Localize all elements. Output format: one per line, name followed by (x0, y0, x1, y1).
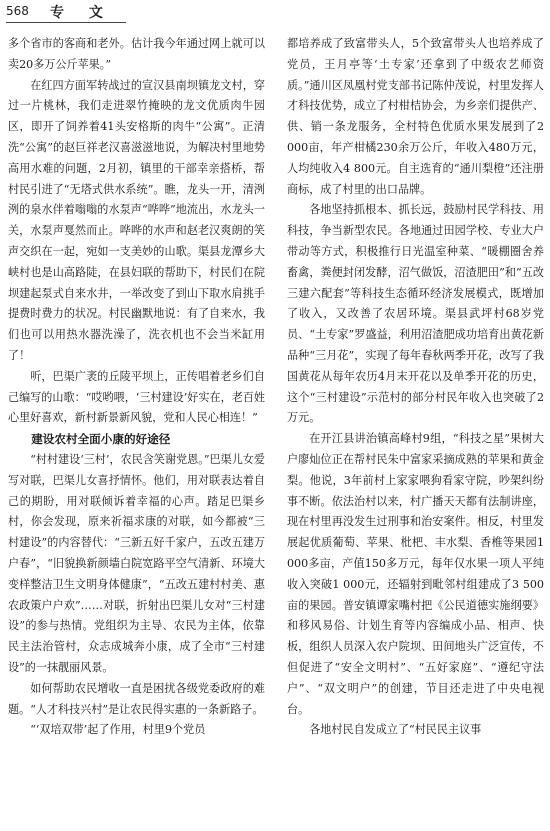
section-title: 专 文 (50, 5, 113, 21)
paragraph: “‘双培双带’起了作用，村里9个党员 (30, 723, 206, 737)
paragraph: 在开江县讲治镇高峰村9组，“科技之星”果树大户廖灿位正在帮村民朱中富家采摘成熟的苹果和黄金梨。他说，3年前村上家家喂狗看家守院，吵架纠纷事不断。依法治村以来，村广播天天都有法制讲座，现在村里再没发生过刑事和治安案件。相反，村里发展起优质葡萄、苹果、枇杷、丰水梨、香椎等果园1 000多亩，产值150多万元，每年仅水果一项人平纯收入突破1 000元，还辐射到毗邻村组建成了3 500亩的果园。普安镇谭家嘴村把《公民道德实施纲要》和移风易俗、计划生育等内容编成小品、相声、快板，组织人员深入农户院坝、田间地头广泛宣传，不但促进了“安全文明村”、“五好家庭”、“遵纪守法户”、“双文明户”的创建，节目还走进了中央电视台。 (287, 432, 544, 716)
left-column (8, 34, 265, 828)
paragraph: 各地村民自发成立了“村民民主议事 (309, 723, 482, 737)
section-heading: 建设农村全面小康的好途径 (31, 432, 171, 447)
page-number: 568 (6, 4, 29, 18)
paragraph: “村村建设‘三村’，农民含笑谢党恩。”巴渠儿女爱写对联，巴渠儿女喜抒情怀。他们，用对联表达着自己的期盼，用对联倾诉着幸福的心声。踏足巴渠乡村，你会发现，原来祈福求康的对联，如今都被“三村建设”的内容替代：“三新五好千家户，五改五建万户春”，“旧貌换新颜墙白院宽路平空气清新、环境大变样整洁卫生文明身体健康”，“五改五建村村美、惠农政策户户欢”……对联，折射出巴渠儿女对“三村建设”的参与热情。党组织为主导、农民为主体，依靠民主法治管村，众志成城奔小康，成了全市“三村建设”的一抹靓丽风景。 (8, 452, 265, 674)
paragraph: 都培养成了致富带头人，5个致富带头人也培养成了党员，王月亭等‘土专家’还拿到了中级农艺师资质。”通川区凤凰村党支部书记陈仲茂说，村里发挥人才科技优势，成立了村柑桔协会，为乡亲们提供产、供、销一条龙服务，全村特色优质水果发展到了2 000亩，年产柑橘230余万公斤，年收入480万元，人均纯收入4 800元。自主选育的“通川梨橙”还注册商标，成了村里的出口品牌。 (287, 37, 544, 196)
paragraph: 在红四方面军转战过的宣汉县南坝镇龙文村，穿过一片桃林，我们走进翠竹掩映的龙文优质肉牛园区，即开了饲养着41头安格斯的肉牛“公寓”。正清洗“公寓”的赵巨祥老汉喜滋滋地说，为解决村里地势高用水难的问题，2月初，镇里的干部幸亲搭桥，帮村民引进了“无塔式供水系统”。瞧，龙头一开，清洌洌的泉水伴着嗡嗡的水泵声“哗哗”地流出，水龙头一关，水泵声戛然而止。哗哗的水声和赵老汉爽朗的笑声交织在一起，宛如一支美妙的山歌。渠县龙潭乡大峡村也是山高路陡，在县妇联的帮助下，村民们在院坝建起泵式自来水井，一举改变了到山下取水肩挑手提费时费力的状况。村民幽默地说：有了自来水，我们也可以用热水器洗澡了，洗衣机也不会当米缸用了！ (8, 78, 265, 362)
page-header (0, 0, 550, 26)
header-rule (6, 22, 126, 23)
paragraph: 如何帮助农民增收一直是困扰各级党委政府的难题。“人才科技兴村”是让农民得实惠的一条新路子。 (8, 681, 265, 716)
paragraph: 听，巴渠广袤的丘陵平坝上，正传唱着老乡们自己编写的山歌：“哎哟喂，‘三村建设’好实在，老百姓心里好喜欢，新村新景新风貌，党和人民心相连！” (8, 369, 265, 425)
paragraph: 各地坚持抓根本、抓长远，鼓励村民学科技、用科技，争当新型农民。各地通过田园学校、专业大户带动等方式，积极推行日光温室种菜、“暖棚圈舍养畜禽，粪便封闭发酵，沼气做饭，沼渣肥田”和“五改三建六配套”等科技生态循环经济发展模式，既增加了收入，又改善了农居环境。渠县武坪村68岁党员、“土专家”罗盛益，利用沼渣肥成功培育出黄花新品种“三月花”，实现了每年春秋两季开花，改写了我国黄花从每年农历4月末开花以及单季开花的历史，这个“三村建设”示范村的部分村民年收入也突破了2万元。 (287, 203, 544, 425)
right-column (287, 34, 544, 828)
paragraph: 多个省市的客商和老外。估计我今年通过网上就可以卖20多万公斤苹果。” (8, 37, 265, 71)
